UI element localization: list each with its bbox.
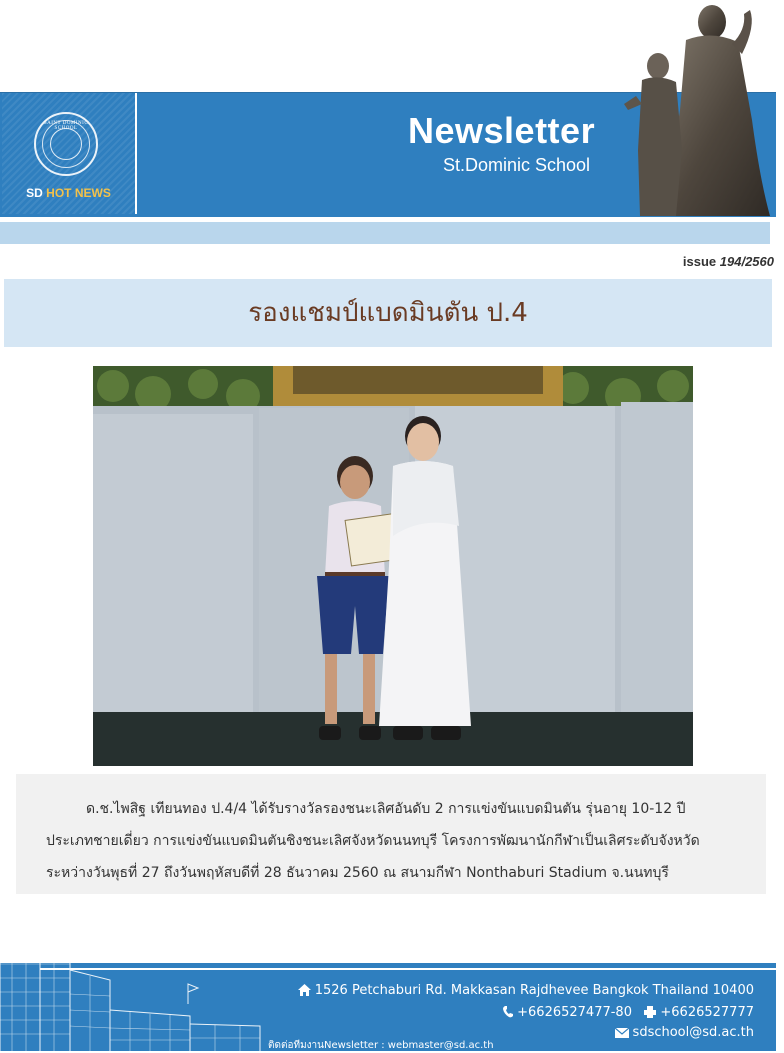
email-text[interactable]: sdschool@sd.ac.th [632,1025,754,1040]
footer-phones [503,1005,754,1020]
article-line-1: ด.ช.ไพสิฐ เทียนทอง ป.4/4 ได้รับรางวัลรองชนะเลิศอันดับ 2 การแข่งขันแบดมินตัน รุ่นอายุ 10-12 ปี [86,801,686,817]
header-divider [0,217,776,220]
home-icon [298,984,311,996]
footer-address [298,983,754,998]
phone-icon [503,1006,513,1018]
seal-inner-ring [50,128,82,160]
fax-text: +6626527777 [660,1005,754,1020]
statue-image [620,0,784,216]
issue-prefix: issue [682,254,717,269]
header-light-band [0,222,770,244]
badge-sd: SD [26,186,43,200]
school-building-illustration [0,940,270,1051]
award-photo [93,366,693,766]
phone-text: +6626527477-80 [517,1005,632,1020]
footer-email [615,1025,754,1040]
footer-contact[interactable]: ติดต่อทีมงานNewsletter : webmaster@sd.ac.th [268,1040,494,1051]
badge-hotnews: HOT NEWS [46,186,111,200]
article-line-2: ประเภทชายเดี่ยว การแข่งขันแบดมินตันชิงชนะเลิศจังหวัดนนทบุรี โครงการพัฒนานักกีฬาเป็นเลิศระดับจังหวัด [46,833,700,849]
mail-icon [615,1028,629,1038]
article-title: รองแชมป์แบดมินตัน ป.4 [248,298,528,328]
hot-news-badge [2,186,135,200]
issue-value: 194/2560 [719,254,774,269]
fax-icon [644,1006,656,1018]
address-text: 1526 Petchaburi Rd. Makkasan Rajdhevee Bangkok Thailand 10400 [314,983,754,998]
seal-text: SAINT DOMINIC SCHOOL [43,121,89,131]
issue-number [683,254,774,269]
newsletter-title: Newsletter [408,110,596,151]
article-body [46,793,746,889]
article-line-3: ระหว่างวันพุธที่ 27 ถึงวันพฤหัสบดีที่ 28 ธันวาคม 2560 ณ สนามกีฬา Nonthaburi Stadium จ.นนทบุรี [46,865,669,881]
school-name: St.Dominic School [443,155,591,175]
